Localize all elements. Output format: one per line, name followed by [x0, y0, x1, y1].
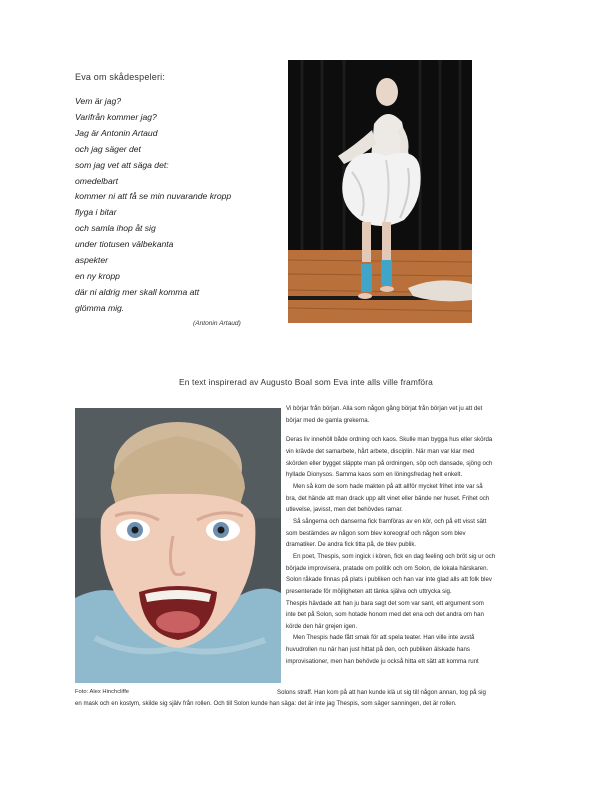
poem-line: som jag vet att säga det:: [75, 159, 169, 170]
poem-line: en ny kropp: [75, 270, 120, 281]
text-line: Vi börjar från början. Alla som någon gång börjat från början vet ju att det: [286, 405, 483, 412]
poem-line: Varifrån kommer jag?: [75, 111, 157, 122]
text-line: bra, det hände att man drack upp allt vinet eller bände ner huset. Frihet och: [286, 494, 490, 502]
stage-dancer-photo: [288, 60, 472, 323]
paragraph: [286, 434, 542, 481]
text-line: Solons straff. Han kom på att han kunde klä ut sig till någon annan, tog på sig: [277, 689, 486, 696]
poem-line: under tiotusen välbekanta: [75, 239, 174, 250]
poem-line: Vem är jag?: [75, 96, 122, 106]
text-line: hyllade Dionysos. Samma kaos som en löningsfredag helt enkelt.: [286, 471, 463, 479]
text-line: En poet, Thespis, som ingick i kören, fick en dag feeling och bröt sig ur och: [293, 552, 496, 560]
poem-line: och samla ihop åt sig: [75, 223, 156, 234]
poem-intro: Eva om skådespeleri:: [75, 72, 166, 82]
text-line: Deras liv innehöll både ordning och kaos. Skulle man bygga hus eller skörda: [286, 436, 493, 444]
text-line: Thespis hävdade att han ju bara sagt det som var sant, ett argument som: [286, 599, 484, 607]
poem-line: omedelbart: [75, 175, 118, 186]
text-line: dramatiker. De andra fick titta på, de blev publik.: [286, 541, 417, 549]
poem-line: Jag är Antonin Artaud: [75, 127, 158, 138]
paragraph: [286, 481, 542, 516]
text-line: Men så kom de som hade makten på att allför mycket frihet inte var så: [293, 482, 483, 490]
poem-line: flyga i bitar: [75, 207, 117, 218]
paragraph: [286, 632, 542, 667]
text-line: inte bet på Solon, som hotade honom med det ena och det andra om han: [286, 611, 484, 619]
poem-line: där ni aldrig mer skall komma att: [75, 286, 200, 297]
text-line: börjar med de gamla grekerna.: [286, 416, 370, 424]
poem: [75, 94, 231, 317]
mask-face-photo: [75, 408, 281, 683]
text-line: började improvisera, pratade om politik och om Solon, de lokala härskaren.: [286, 564, 489, 572]
text-line: huvudrollen nu när han just hittat på den, och publiken älskade hans: [286, 646, 470, 654]
text-line: Solon råkade finnas på plats i publiken och han var inte glad alls att folk blev: [286, 576, 492, 584]
poem-line: kommer ni att få se min nuvarande kropp: [75, 191, 232, 202]
photo-credit: Foto: Alex Hinchcliffe: [75, 689, 130, 695]
poem-line: aspekter: [75, 255, 108, 266]
article-subtitle: En text inspirerad av Augusto Boal som Eva inte alls ville framföra: [179, 377, 433, 387]
paragraph: [286, 516, 542, 551]
text-line: körde den här grejen igen.: [286, 622, 358, 630]
poem-credit: (Antonin Artaud): [193, 320, 241, 327]
text-line: en mask och en kostym, skilde sig själv från rollen. Och till Solon kunde han säga: det är inte jag Thespis, som säger sanningen, det är rollen.: [75, 700, 457, 707]
paragraph: [286, 403, 542, 426]
poem-line: och jag säger det: [75, 143, 141, 154]
text-line: skörden eller bygget släppte man på ordningen, söp och dansade, sjöng och: [286, 459, 493, 467]
text-line: improvisationer, men han behövde ju också hitta ett sätt att komma runt: [286, 657, 479, 665]
text-line: Men Thespis hade fått smak för att spela teater. Han ville inte avstå: [293, 634, 475, 642]
paragraph: [286, 551, 542, 633]
poem-line: glömma mig.: [75, 302, 125, 313]
text-line: som bestämdes av någon som blev koreograf och någon som blev: [286, 529, 466, 537]
article-body: [286, 403, 542, 667]
text-line: vin krävde det samarbete, hårt arbete, disciplin. När man var klar med: [286, 447, 475, 455]
text-line: presenterade för möjligheten att tänka själva och uttrycka sig.: [286, 587, 452, 595]
text-line: Så sångerna och danserna fick framföras av en kör, och på ett visst sätt: [293, 517, 487, 525]
text-line: utlevelse, javisst, men det behövdes ramar.: [286, 506, 403, 514]
